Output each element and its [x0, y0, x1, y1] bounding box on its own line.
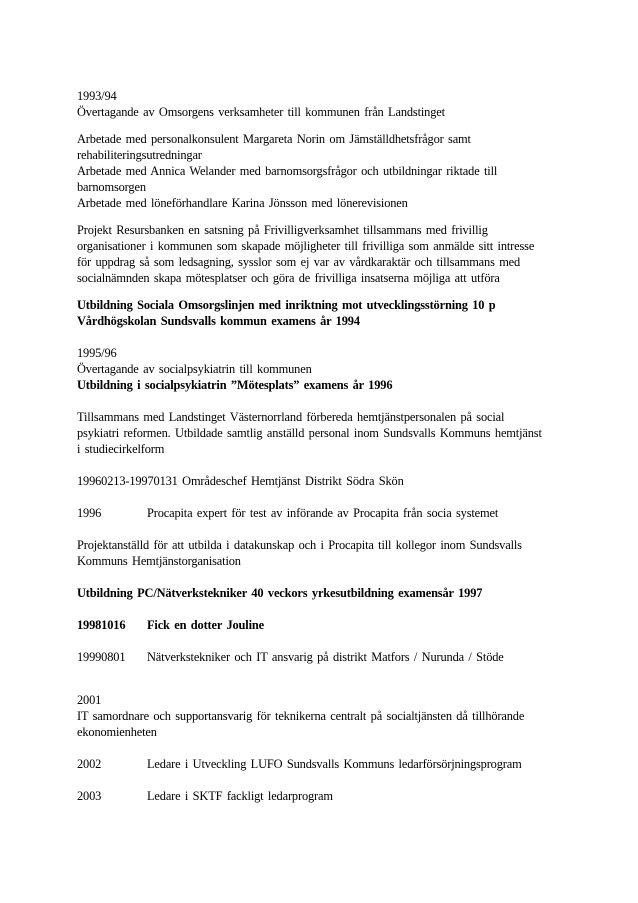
year-label: 2001: [77, 693, 102, 707]
year-label: 19981016: [77, 618, 126, 632]
section-omradeschef: [77, 473, 557, 489]
section-utbildning-pc: [77, 585, 557, 601]
paragraph-line: Övertagande av socialpsykiatrin till kommunen: [77, 362, 312, 376]
bold-line: Vårdhögskolan Sundsvalls kommun examens år 1994: [77, 314, 360, 328]
paragraph-line: barnomsorgen: [77, 180, 146, 194]
section-19990801: [77, 649, 557, 665]
year-label: 2003: [77, 789, 102, 803]
paragraph-line: 19960213-19970131 Områdeschef Hemtjänst Distrikt Södra Skön: [77, 474, 404, 488]
paragraph-line: organisationer i kommunen som skapade möjligheter till frivilliga som anmälde sitt intresse: [77, 239, 535, 253]
paragraph-line: Arbetade med personalkonsulent Margareta Norin om Jämställdhetsfrågor samt: [77, 132, 471, 146]
paragraph-line: IT samordnare och supportansvarig för teknikerna centralt på socialtjänsten då tillhörande: [77, 709, 525, 723]
section-19981016: [77, 617, 557, 633]
section-projektanstalld: [77, 537, 557, 569]
paragraph-line: för uppdrag så som ledsagning, sysslor som ej var av vårdkaraktär och tillsammans med: [77, 255, 521, 269]
paragraph-line: ekonomienheten: [77, 725, 157, 739]
year-label: 2002: [77, 757, 102, 771]
row-text: Nätverkstekniker och IT ansvarig på distrikt Matfors / Nurunda / Stöde: [147, 650, 504, 664]
section-1995: [77, 345, 557, 393]
section-tillsammans: [77, 409, 557, 457]
row-text: Ledare i SKTF fackligt ledarprogram: [147, 789, 333, 803]
section-2002: [77, 756, 557, 772]
paragraph-line: rehabiliteringsutredningar: [77, 148, 202, 162]
paragraph-line: Arbetade med löneförhandlare Karina Jönsson med lönerevisionen: [77, 196, 408, 210]
paragraph-line: i studiecirkelform: [77, 442, 165, 456]
row-text: Fick en dotter Jouline: [147, 618, 264, 632]
year-label: 1996: [77, 506, 102, 520]
year-label: 1993/94: [77, 89, 117, 103]
paragraph-line: Övertagande av Omsorgens verksamheter till kommunen från Landstinget: [77, 105, 445, 119]
bold-line: Utbildning PC/Nätverkstekniker 40 veckors yrkesutbildning examensår 1997: [77, 586, 483, 600]
section-arbetade: [77, 131, 557, 211]
document-body: [77, 88, 557, 804]
paragraph-line: socialnämnden skapa mötesplatser och göra de frivilliga insatserna möjliga att utföra: [77, 271, 500, 285]
bold-line: Utbildning i socialpsykiatrin ”Mötesplats” examens år 1996: [77, 378, 393, 392]
bold-line: Utbildning Sociala Omsorgslinjen med inriktning mot utvecklingsstörning 10 p: [77, 298, 496, 312]
row-text: Procapita expert för test av införande av Procapita från socia systemet: [147, 506, 499, 520]
section-1996: [77, 505, 557, 521]
section-2003: [77, 788, 557, 804]
paragraph-line: Arbetade med Annica Welander med barnomsorgsfrågor och utbildningar riktade till: [77, 164, 498, 178]
year-label: 1995/96: [77, 346, 117, 360]
section-2001: [77, 692, 557, 740]
paragraph-line: Tillsammans med Landstinget Västernorrland förbereda hemtjänstpersonalen på social: [77, 410, 505, 424]
paragraph-line: Projektanställd för att utbilda i datakunskap och i Procapita till kollegor inom Sundsvalls: [77, 538, 522, 552]
section-1993: [77, 88, 557, 120]
row-text: Ledare i Utveckling LUFO Sundsvalls Kommuns ledarförsörjningsprogram: [147, 757, 522, 771]
paragraph-line: Kommuns Hemtjänstorganisation: [77, 554, 241, 568]
section-resursbanken: [77, 222, 557, 286]
section-utbildning-omsorg: [77, 297, 557, 329]
year-label: 19990801: [77, 650, 126, 664]
paragraph-line: Projekt Resursbanken en satsning på Frivilligverksamhet tillsammans med frivillig: [77, 223, 488, 237]
paragraph-line: psykiatri reformen. Utbildade samtlig anställd personal inom Sundsvalls Kommuns hemtjänst: [77, 426, 542, 440]
